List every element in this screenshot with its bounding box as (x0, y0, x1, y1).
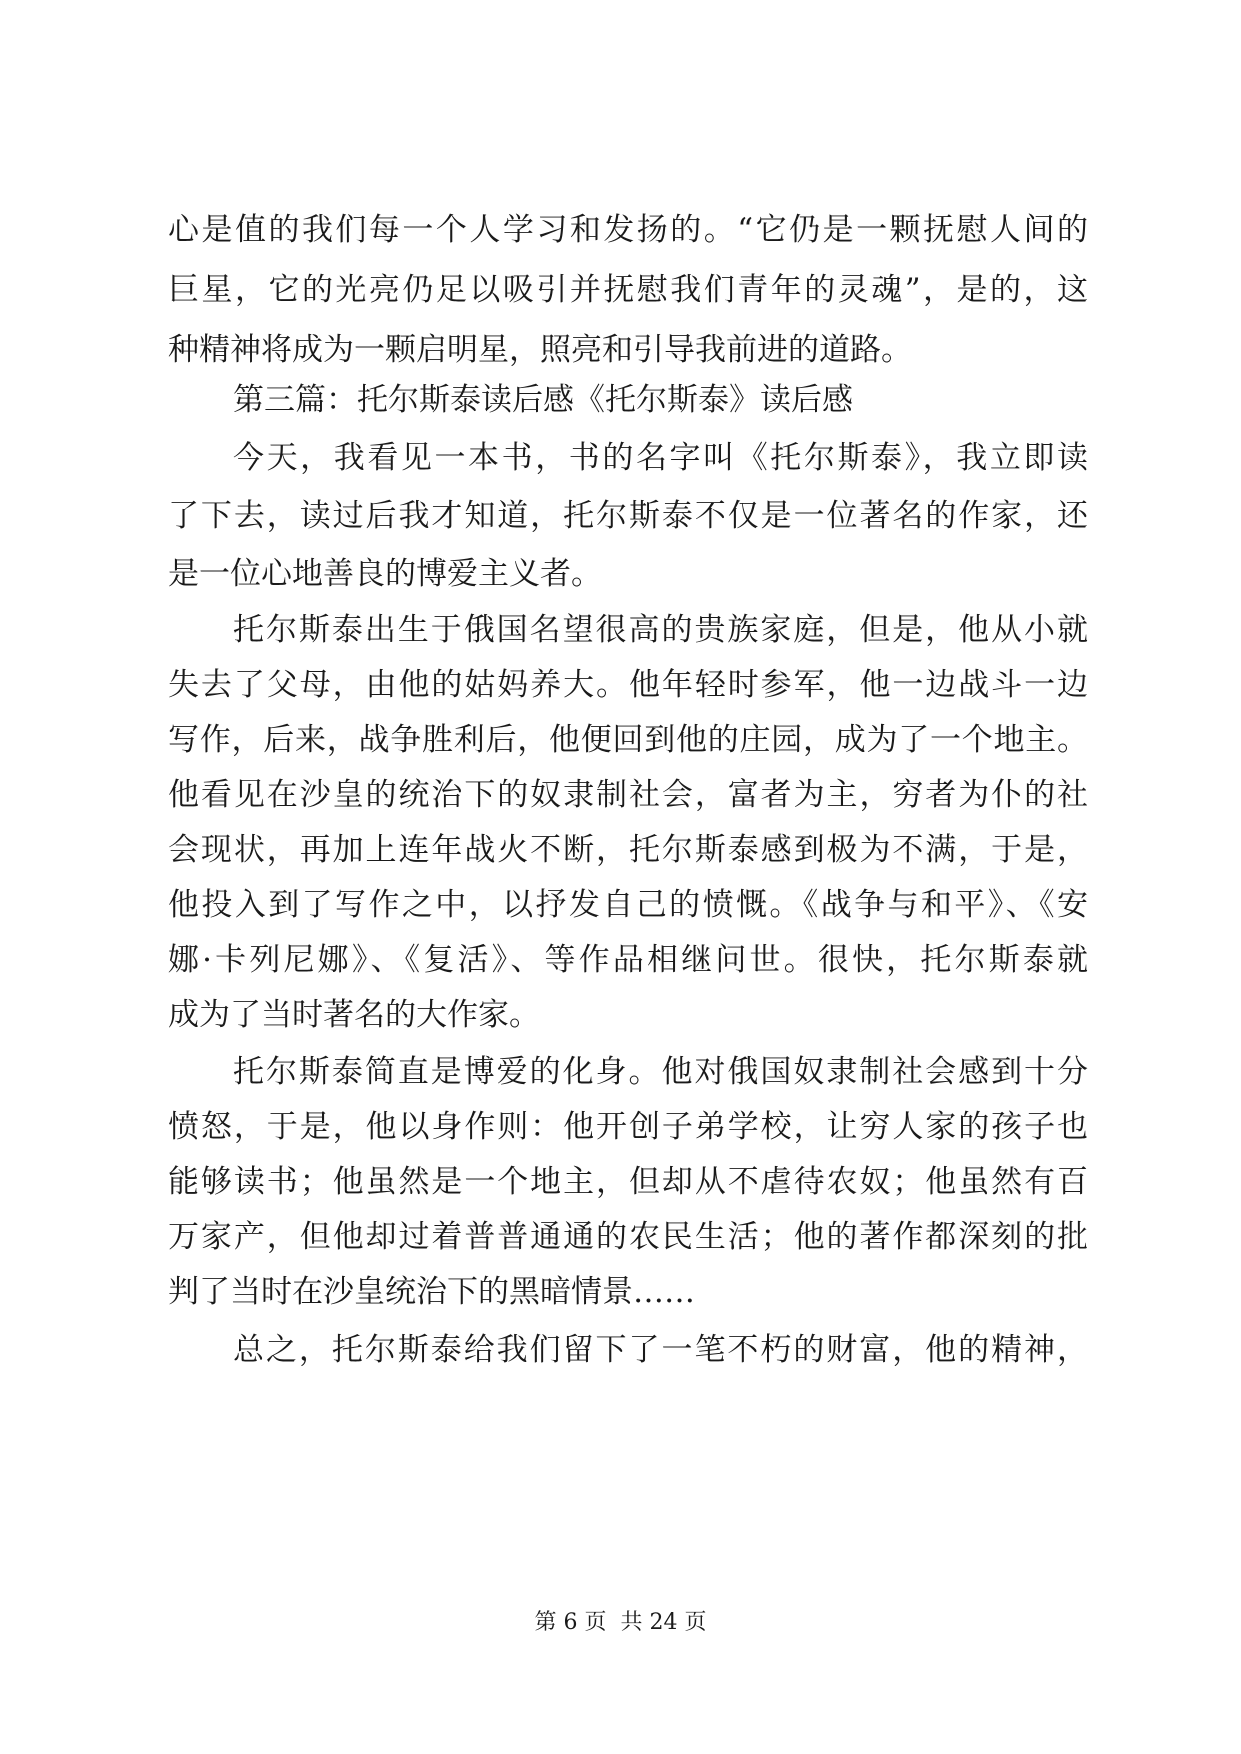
text-line: 娜·卡列尼娜》、《复活》、等作品相继问世。很快，托尔斯泰就 (168, 942, 1088, 978)
text-line: 巨星，它的光亮仍足以吸引并抚慰我们青年的灵魂”，是的，这 (168, 272, 1088, 308)
paragraph-first-line: 总之，托尔斯泰给我们留下了一笔不朽的财富，他的精神， (233, 1332, 1088, 1368)
text-line: 是一位心地善良的博爱主义者。 (168, 556, 602, 592)
text-line: 他看见在沙皇的统治下的奴隶制社会，富者为主，穷者为仆的社 (168, 777, 1088, 813)
text-line: 他投入到了写作之中，以抒发自己的愤慨。《战争与和平》、《安 (168, 887, 1088, 923)
paragraph-first-line: 托尔斯泰出生于俄国名望很高的贵族家庭，但是，他从小就 (233, 612, 1088, 648)
text-line: 能够读书；他虽然是一个地主，但却从不虐待农奴；他虽然有百 (168, 1164, 1088, 1200)
text-line: 成为了当时著名的大作家。 (168, 997, 540, 1033)
text-line: 写作，后来，战争胜利后，他便回到他的庄园，成为了一个地主。 (168, 722, 1088, 758)
text-line: 愤怒，于是，他以身作则：他开创子弟学校，让穷人家的孩子也 (168, 1109, 1088, 1145)
paragraph-first-line: 托尔斯泰简直是博爱的化身。他对俄国奴隶制社会感到十分 (233, 1054, 1088, 1090)
section-heading: 第三篇：托尔斯泰读后感《托尔斯泰》读后感 (233, 382, 853, 418)
paragraph-first-line: 今天，我看见一本书，书的名字叫《托尔斯泰》，我立即读 (233, 440, 1088, 476)
text-line: 了下去，读过后我才知道，托尔斯泰不仅是一位著名的作家，还 (168, 498, 1088, 534)
text-line: 会现状，再加上连年战火不断，托尔斯泰感到极为不满，于是， (168, 832, 1088, 868)
text-line: 判了当时在沙皇统治下的黑暗情景…… (168, 1274, 695, 1310)
text-line: 万家产，但他却过着普普通通的农民生活；他的著作都深刻的批 (168, 1219, 1088, 1255)
text-line: 失去了父母，由他的姑妈养大。他年轻时参军，他一边战斗一边 (168, 667, 1088, 703)
page-number-footer: 第 6 页 共 24 页 (534, 1610, 707, 1635)
text-line: 心是值的我们每一个人学习和发扬的。“它仍是一颗抚慰人间的 (168, 212, 1088, 248)
text-line: 种精神将成为一颗启明星，照亮和引导我前进的道路。 (168, 332, 912, 368)
